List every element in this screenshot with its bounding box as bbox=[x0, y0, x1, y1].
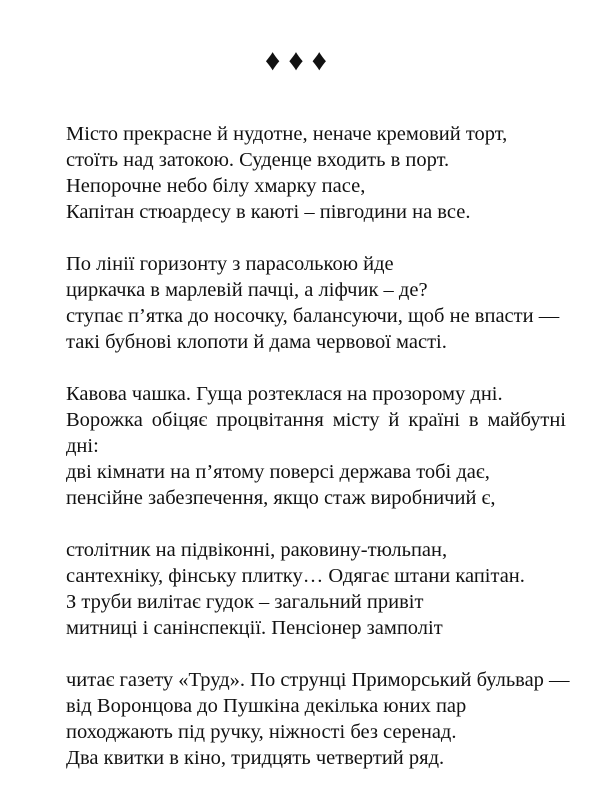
stanza-2 bbox=[66, 251, 566, 355]
poem-line: дні: bbox=[66, 435, 99, 457]
stanza-4 bbox=[66, 537, 566, 641]
poem-line: столітник на підвіконні, раковину-тюльпан, bbox=[66, 539, 448, 561]
poem-line: Ворожка обіцяє процвітання місту й країні в майбутні bbox=[66, 409, 566, 431]
poem-line: Місто прекрасне й нудотне, неначе кремовий торт, bbox=[66, 123, 508, 145]
poem-line: дві кімнати на п’ятому поверсі держава тобі дає, bbox=[66, 461, 490, 483]
poem-line: від Воронцова до Пушкіна декілька юних пар bbox=[66, 695, 467, 717]
poem-line: Непорочне небо білу хмарку пасе, bbox=[66, 175, 366, 197]
poem-line: Кавова чашка. Гуща розтеклася на прозорому дні. bbox=[66, 383, 503, 405]
poem-line: Два квитки в кіно, тридцять четвертий ряд. bbox=[66, 747, 445, 769]
section-ornament: ♦♦♦ bbox=[265, 44, 335, 77]
poem bbox=[66, 121, 570, 797]
stanza-5 bbox=[66, 667, 570, 771]
poem-line: митниці і санінспекції. Пенсіонер замполіт bbox=[66, 617, 443, 639]
poem-line: сантехніку, фінську плитку… Одягає штани капітан. bbox=[66, 565, 525, 587]
poem-line: З труби вилітає гудок – загальний привіт bbox=[66, 591, 424, 613]
poem-line: пенсійне забезпечення, якщо стаж виробничий є, bbox=[66, 487, 496, 509]
poem-line: походжають під ручку, ніжності без серенад. bbox=[66, 721, 457, 743]
poem-line: ступає п’ятка до носочку, балансуючи, щоб не впасти — bbox=[66, 305, 560, 327]
poem-line: читає газету «Труд». По струнці Приморський бульвар — bbox=[66, 669, 570, 691]
stanza-1 bbox=[66, 121, 566, 225]
poem-line: Капітан стюардесу в каюті – півгодини на все. bbox=[66, 201, 471, 223]
poem-line: По лінії горизонту з парасолькою йде bbox=[66, 253, 394, 275]
poem-line: циркачка в марлевій пачці, а ліфчик – де? bbox=[66, 279, 428, 301]
poem-line: такі бубнові клопоти й дама червової масті. bbox=[66, 331, 447, 353]
poem-line: стоїть над затокою. Суденце входить в порт. bbox=[66, 149, 450, 171]
stanza-3 bbox=[66, 381, 566, 511]
